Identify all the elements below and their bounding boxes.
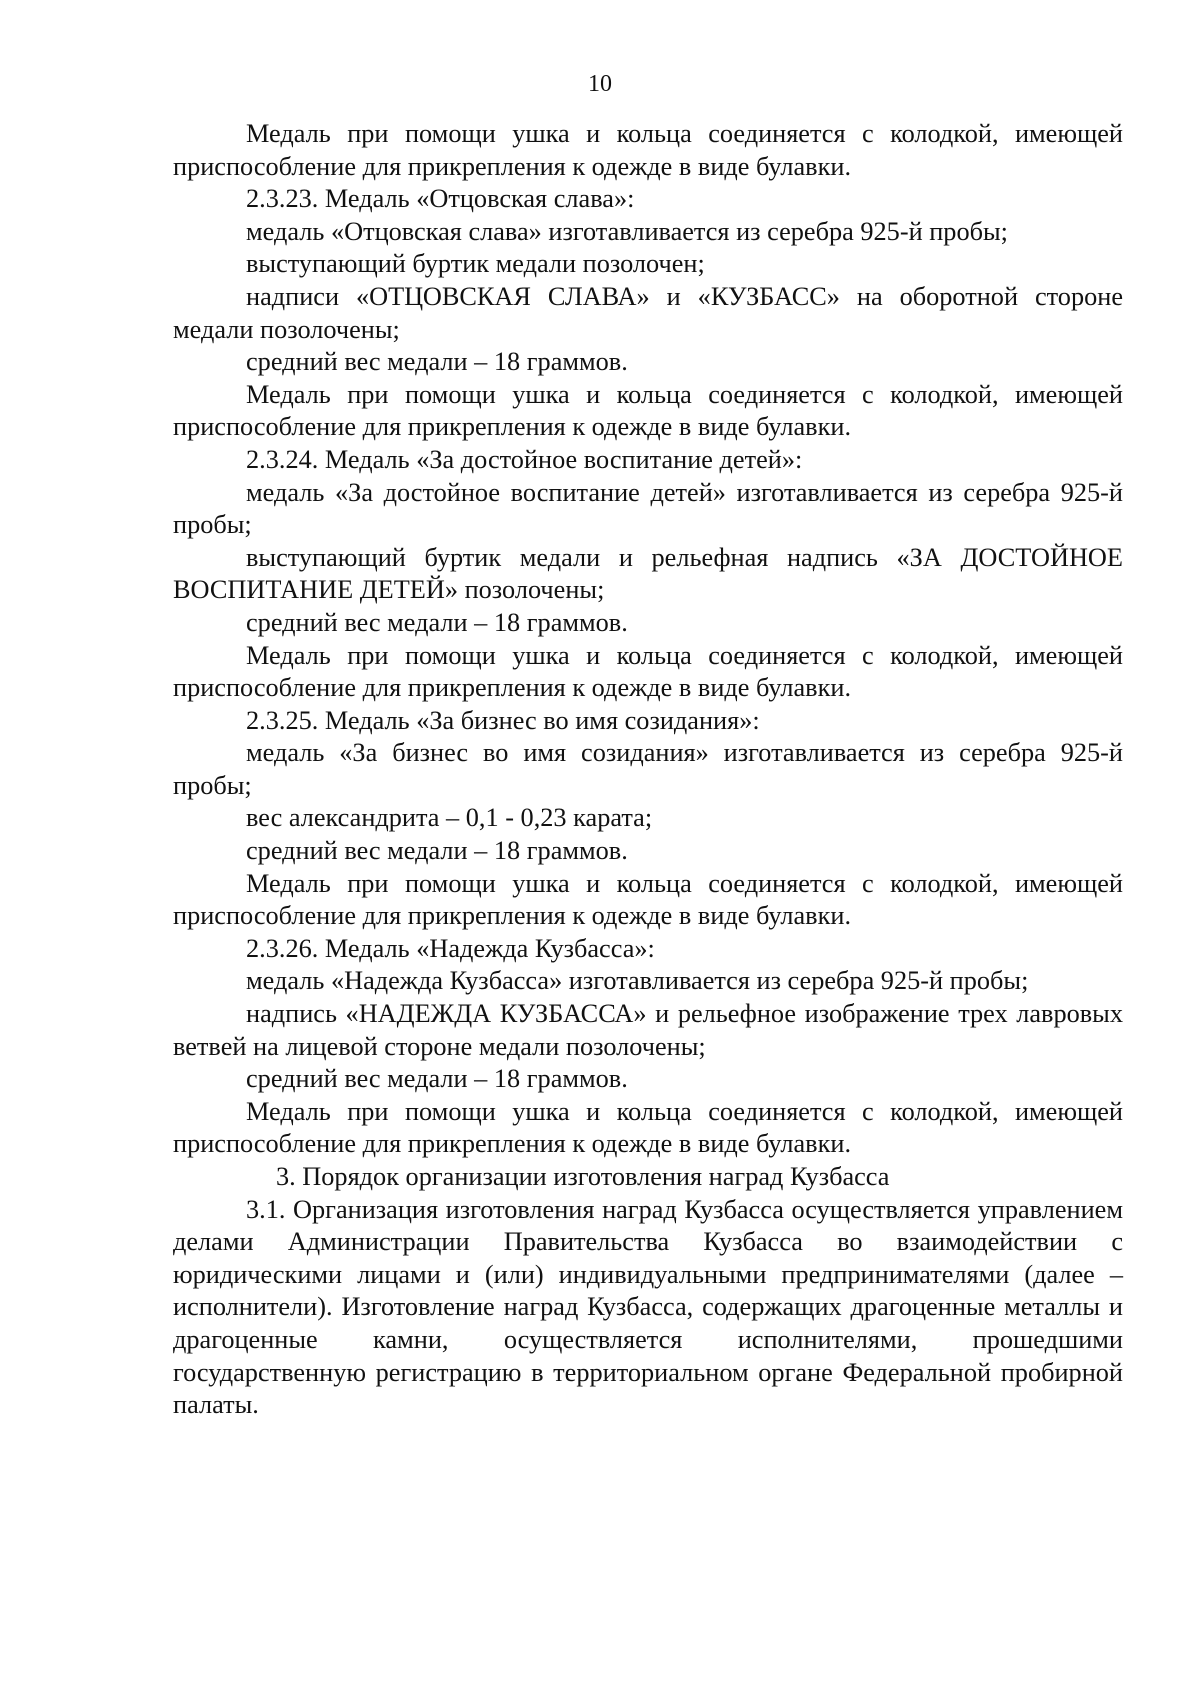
paragraph: Медаль при помощи ушка и кольца соединяется с колодкой, имеющей приспособление для прикрепления к одежде в виде булавки. [173, 1096, 1123, 1159]
paragraph: Медаль при помощи ушка и кольца соединяется с колодкой, имеющей приспособление для прикрепления к одежде в виде булавки. [173, 868, 1123, 931]
paragraph: Медаль при помощи ушка и кольца соединяется с колодкой, имеющей приспособление для прикрепления к одежде в виде булавки. [173, 119, 1123, 181]
paragraph: медаль «За достойное воспитание детей» изготавливается из серебра 925-й пробы; [173, 477, 1123, 540]
section-paragraph: 3.1. Организация изготовления наград Кузбасса осуществляется управлением делами Администрации Правительства Кузбасса во взаимодействии с юридическими лицами и (или) индивидуальными предпринимателями (далее – исполнители). Изготовление наград Кузбасса, содержащих драгоценные металлы и драгоценные камни, осуществляется исполнителями, прошедшими государственную регистрацию в территориальном органе Федеральной пробирной палаты. [173, 1194, 1123, 1420]
paragraph: средний вес медали – 18 граммов. [246, 347, 628, 377]
paragraph: медаль «За бизнес во имя созидания» изготавливается из серебра 925-й пробы; [173, 738, 1123, 800]
paragraph-heading: 2.3.23. Медаль «Отцовская слава»: [246, 184, 635, 214]
paragraph-heading: 2.3.24. Медаль «За достойное воспитание детей»: [246, 444, 803, 474]
paragraph: средний вес медали – 18 граммов. [246, 607, 628, 637]
paragraph: Медаль при помощи ушка и кольца соединяется с колодкой, имеющей приспособление для прикрепления к одежде в виде булавки. [173, 640, 1123, 703]
paragraph: надписи «ОТЦОВСКАЯ СЛАВА» и «КУЗБАСС» на оборотной стороне медали позолочены; [173, 281, 1123, 344]
paragraph: выступающий буртик медали позолочен; [246, 249, 705, 279]
paragraph: медаль «Отцовская слава» изготавливается из серебра 925-й пробы; [246, 216, 1008, 246]
paragraph: вес александрита – 0,1 - 0,23 карата; [246, 803, 653, 833]
paragraph: Медаль при помощи ушка и кольца соединяется с колодкой, имеющей приспособление для прикрепления к одежде в виде булавки. [173, 379, 1123, 442]
paragraph: средний вес медали – 18 граммов. [246, 836, 628, 866]
paragraph: надпись «НАДЕЖДА КУЗБАССА» и рельефное изображение трех лавровых ветвей на лицевой стороне медали позолочены; [173, 999, 1123, 1061]
document-body [173, 118, 1123, 1422]
paragraph-heading: 2.3.26. Медаль «Надежда Кузбасса»: [246, 933, 655, 963]
page-number: 10 [588, 71, 612, 97]
paragraph-heading: 2.3.25. Медаль «За бизнес во имя созидания»: [246, 705, 760, 735]
section-heading: 3. Порядок организации изготовления наград Кузбасса [276, 1162, 890, 1191]
paragraph: медаль «Надежда Кузбасса» изготавливается из серебра 925-й пробы; [246, 966, 1029, 996]
paragraph: средний вес медали – 18 граммов. [246, 1064, 628, 1094]
paragraph: выступающий буртик медали и рельефная надпись «ЗА ДОСТОЙНОЕ ВОСПИТАНИЕ ДЕТЕЙ» позолочены; [173, 542, 1123, 605]
